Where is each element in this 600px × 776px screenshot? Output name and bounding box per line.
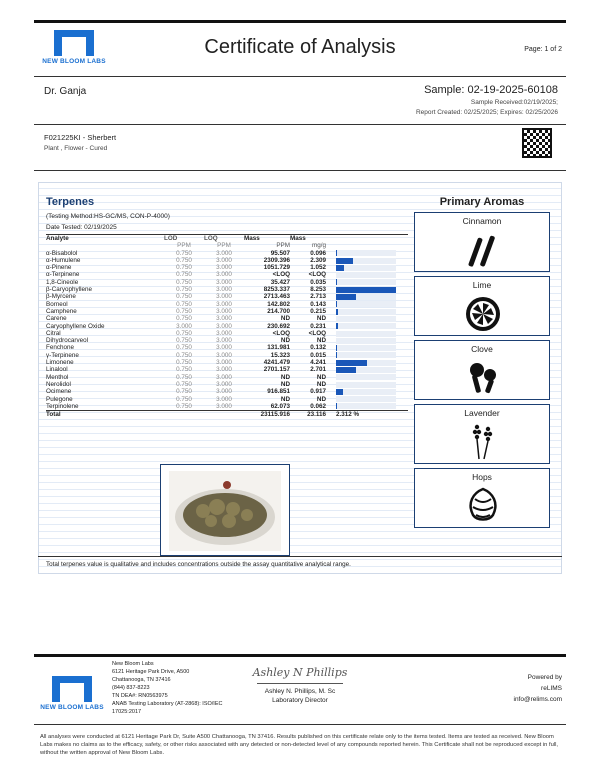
footnote: Total terpenes value is qualitative and includes concentrations outside the assay quantitative analytical range. (46, 561, 351, 568)
level-bar-track (336, 403, 396, 409)
aroma-name: Clove (471, 344, 493, 354)
level-bar-cell (326, 366, 408, 373)
lod-value: 0.750 (176, 249, 192, 257)
report-created: Report Created: 02/25/2025; Expires: 02/25/2026 (415, 109, 558, 116)
lod-value: 0.750 (176, 402, 192, 410)
mass-ppm-value: 230.692 (267, 322, 290, 330)
mass-ppm-value: 214.700 (267, 307, 290, 315)
mass-mg-value: <LOQ (308, 329, 326, 337)
loq-value: 3.000 (216, 264, 232, 272)
level-bar-track (336, 309, 396, 315)
units-blank (46, 242, 164, 249)
level-bar-cell (326, 330, 408, 337)
mass-mg-value: 2.701 (310, 366, 326, 374)
unit-lod: PPM (177, 242, 191, 250)
table-row (46, 403, 408, 411)
level-bar (336, 294, 356, 300)
level-bar-cell (326, 308, 408, 315)
table-row (46, 279, 408, 286)
total-row (46, 411, 408, 419)
terpenes-table-body (46, 242, 408, 410)
analyte-name: Ocimene (46, 388, 72, 396)
level-bar (336, 287, 396, 293)
level-bar (336, 345, 337, 351)
table-row (46, 315, 408, 322)
client-divider (34, 124, 566, 125)
mass-mg-value: 4.241 (310, 359, 326, 367)
mass-mg-value: 0.015 (310, 351, 326, 359)
product-type: Plant , Flower - Cured (44, 145, 108, 152)
mass-mg-value: 0.062 (310, 402, 326, 410)
signer-name: Ashley N. Phillips, M. Sc (264, 688, 336, 695)
level-bar (336, 323, 338, 329)
analyte-name: Linalool (46, 366, 68, 374)
mass-ppm-value: 916.851 (267, 388, 290, 396)
level-bar-cell (326, 374, 408, 381)
lod-value: 0.750 (176, 264, 192, 272)
total-mg: 23.116 (290, 411, 326, 419)
mass-mg-value: 2.713 (310, 293, 326, 301)
level-bar (336, 258, 353, 264)
total-label: Total (46, 411, 164, 419)
level-bar-track (336, 272, 396, 278)
address-line: 17025:2017 (112, 709, 142, 715)
level-bar-track (336, 338, 396, 344)
table-row (46, 257, 408, 264)
mass-ppm-value: 95.507 (270, 249, 290, 257)
mass-mg-value: ND (316, 315, 326, 323)
loq-value: 3.000 (216, 337, 232, 345)
loq-value: 3.000 (216, 373, 232, 381)
table-row (46, 359, 408, 366)
sample-photo (169, 471, 281, 551)
loq-value: 3.000 (216, 249, 232, 257)
logo-mark-icon (54, 30, 94, 56)
level-bar-track (336, 301, 396, 307)
level-bar (336, 279, 337, 285)
mass-ppm-value: ND (280, 373, 290, 381)
lod-value: 0.750 (176, 307, 192, 315)
footnote-divider (38, 556, 562, 557)
level-bar-cell (326, 323, 408, 330)
loq-value: 3.000 (216, 402, 232, 410)
loq-value: 3.000 (216, 329, 232, 337)
clove-icon (463, 357, 503, 397)
table-row (46, 264, 408, 271)
table-row (46, 337, 408, 344)
total-blank-loq (204, 411, 244, 419)
level-bar-cell (326, 257, 408, 264)
hops-icon (463, 485, 503, 525)
mass-mg-value: ND (316, 395, 326, 403)
table-row (46, 293, 408, 300)
mass-mg-value: 0.096 (310, 249, 326, 257)
mass-ppm-value: 4241.479 (263, 359, 290, 367)
aroma-name: Hops (472, 472, 492, 482)
loq-value: 3.000 (216, 388, 232, 396)
mass-mg-value: ND (316, 373, 326, 381)
table-row (46, 344, 408, 351)
analyte-name: Borneol (46, 300, 68, 308)
primary-aromas-title: Primary Aromas (439, 196, 525, 208)
level-bar-track (336, 389, 396, 395)
mass-mg-value: 8.253 (310, 286, 326, 294)
level-bar-cell (326, 293, 408, 300)
footer-logo-text: NEW BLOOM LABS (40, 704, 104, 711)
level-bar-track (336, 294, 396, 300)
level-bar-track (336, 316, 396, 322)
table-row (46, 388, 408, 395)
signature: Ashley N Phillips (252, 666, 348, 679)
logo-mark-icon (52, 676, 92, 702)
level-bar-track (336, 323, 396, 329)
aroma-card-lavender (414, 404, 550, 464)
analyte-name: Fenchone (46, 344, 75, 352)
loq-value: 3.000 (216, 359, 232, 367)
analyte-name: Caryophyllene Oxide (46, 322, 105, 330)
mass-ppm-value: <LOQ (272, 271, 290, 279)
document-title: Certificate of Analysis (204, 36, 396, 58)
header-bar (326, 235, 408, 242)
analyte-name: Pulegone (46, 395, 73, 403)
analyte-name: α-Pinene (46, 264, 72, 272)
level-bar-cell (326, 264, 408, 271)
table-row (46, 374, 408, 381)
powered-by-name: reLIMS (541, 685, 562, 692)
header-loq: LOQ (204, 235, 218, 242)
loq-value: 3.000 (216, 271, 232, 279)
lab-logo (38, 30, 110, 70)
lod-value: 0.750 (176, 337, 192, 345)
lod-value: 0.750 (176, 351, 192, 359)
lod-value: 0.750 (176, 315, 192, 323)
mass-ppm-value: ND (280, 315, 290, 323)
footer-divider (34, 724, 566, 725)
signer-role: Laboratory Director (272, 697, 328, 704)
lod-value: 0.750 (176, 300, 192, 308)
header-analyte: Analyte (46, 235, 69, 242)
analyte-name: β-Myrcene (46, 293, 76, 301)
mass-ppm-value: 2309.396 (263, 256, 290, 264)
terpenes-title: Terpenes (46, 196, 95, 208)
loq-value: 3.000 (216, 322, 232, 330)
aroma-name: Cinnamon (462, 216, 502, 226)
header-mass-ppm: Mass (244, 235, 260, 242)
mass-ppm-value: 1051.729 (263, 264, 290, 272)
loq-value: 3.000 (216, 344, 232, 352)
mass-ppm-value: 2713.463 (263, 293, 290, 301)
level-bar-cell (326, 279, 408, 286)
level-bar-track (336, 396, 396, 402)
analyte-name: Carene (46, 315, 67, 323)
powered-by-email[interactable]: info@relims.com (513, 696, 562, 703)
bottom-rule (34, 654, 566, 657)
analyte-name: β-Caryophyllene (46, 286, 92, 294)
table-row (46, 323, 408, 330)
lod-value: 0.750 (176, 366, 192, 374)
level-bar (336, 352, 337, 358)
total-ppm: 23115.916 (244, 411, 290, 419)
level-bar-track (336, 331, 396, 337)
mass-mg-value: 2.309 (310, 256, 326, 264)
level-bar (336, 367, 356, 373)
lab-address (112, 660, 232, 716)
analyte-name: α-Bisabolol (46, 249, 78, 257)
level-bar-track (336, 352, 396, 358)
level-bar (336, 265, 344, 271)
analyte-name: Citral (46, 329, 61, 337)
total-percent: 2.312 % (326, 411, 408, 419)
level-bar-track (336, 360, 396, 366)
loq-value: 3.000 (216, 366, 232, 374)
lod-value: 0.750 (176, 278, 192, 286)
loq-value: 3.000 (216, 278, 232, 286)
mass-ppm-value: ND (280, 395, 290, 403)
units-bar-blank (326, 242, 408, 249)
top-rule (34, 20, 566, 23)
client-name: Dr. Ganja (44, 86, 87, 97)
table-row (46, 396, 408, 403)
lod-value: 0.750 (176, 286, 192, 294)
address-line: New Bloom Labs (112, 661, 154, 667)
analyte-name: Menthol (46, 373, 69, 381)
table-row (46, 381, 408, 388)
level-bar-cell (326, 344, 408, 351)
level-bar-track (336, 287, 396, 293)
level-bar-track (336, 265, 396, 271)
level-bar-cell (326, 315, 408, 322)
lavender-icon (463, 421, 503, 461)
table-row (46, 301, 408, 308)
powered-by-label: Powered by (527, 674, 562, 681)
mass-mg-value: 0.917 (310, 388, 326, 396)
disclaimer: All analyses were conducted at 6121 Heritage Park Dr, Suite A500 Chattanooga, TN 37416. Results published on this certificate relate only to the items tested. Items are tested as received. New Bloom Labs makes no claims as to the efficacy, safety, or other risks associated with any detected or non-detected level of any compounds reported herein. This Certificate shall not be reproduced except in full, without the written approval of New Bloom Labs. (40, 734, 559, 756)
unit-mass-mg: mg/g (312, 242, 326, 250)
aroma-card-clove (414, 340, 550, 400)
analyte-name: α-Humulene (46, 256, 81, 264)
analyte-name: Camphene (46, 307, 77, 315)
analyte-name: γ-Terpinene (46, 351, 79, 359)
mass-mg-value: 0.231 (310, 322, 326, 330)
loq-value: 3.000 (216, 351, 232, 359)
signature-block (250, 666, 350, 705)
total-blank-lod (164, 411, 204, 419)
level-bar (336, 389, 343, 395)
mass-mg-value: 1.052 (310, 264, 326, 272)
level-bar-cell (326, 359, 408, 366)
level-bar-track (336, 258, 396, 264)
mass-ppm-value: ND (280, 337, 290, 345)
level-bar-cell (326, 271, 408, 278)
units-row (46, 242, 408, 249)
loq-value: 3.000 (216, 380, 232, 388)
analyte-name: Terpinolene (46, 402, 79, 410)
level-bar-cell (326, 388, 408, 395)
analyte-name: Limonene (46, 359, 74, 367)
product-divider (34, 170, 566, 171)
address-line: (844) 837-8223 (112, 685, 150, 691)
analyte-name: Dihydrocarveol (46, 337, 88, 345)
loq-value: 3.000 (216, 293, 232, 301)
cinnamon-icon (463, 229, 503, 269)
mass-ppm-value: <LOQ (272, 329, 290, 337)
lod-value: 0.750 (176, 271, 192, 279)
loq-value: 3.000 (216, 395, 232, 403)
table-header-row (46, 235, 408, 242)
mass-mg-value: 0.143 (310, 300, 326, 308)
table-row (46, 286, 408, 293)
aroma-card-cinnamon (414, 212, 550, 272)
table-row (46, 352, 408, 359)
loq-value: 3.000 (216, 300, 232, 308)
analyte-name: Nerolidol (46, 380, 71, 388)
lime-icon (463, 293, 503, 333)
address-line: ANAB Testing Laboratory (AT-2868): ISO/IEC (112, 701, 223, 707)
unit-loq: PPM (217, 242, 231, 250)
address-line: Chattanooga, TN 37416 (112, 677, 171, 683)
unit-mass-ppm: PPM (276, 242, 290, 250)
level-bar-cell (326, 286, 408, 293)
mass-ppm-value: ND (280, 380, 290, 388)
table-row (46, 330, 408, 337)
mass-ppm-value: 15.323 (270, 351, 290, 359)
lod-value: 0.750 (176, 256, 192, 264)
header-mass-mg: Mass (290, 235, 306, 242)
product-name: F021225KI - Sherbert (44, 133, 117, 142)
level-bar-track (336, 250, 396, 256)
analyte-name: α-Terpinene (46, 271, 80, 279)
level-bar-track (336, 374, 396, 380)
mass-mg-value: 0.035 (310, 278, 326, 286)
testing-method: (Testing Method:HS-GC/MS, CON-P-4000) (46, 213, 170, 220)
lod-value: 0.750 (176, 344, 192, 352)
loq-value: 3.000 (216, 307, 232, 315)
lod-value: 0.750 (176, 388, 192, 396)
header-lod: LOD (164, 235, 178, 242)
level-bar-cell (326, 250, 408, 257)
level-bar (336, 360, 367, 366)
aroma-card-hops (414, 468, 550, 528)
qr-code-icon[interactable] (522, 128, 552, 158)
mass-ppm-value: 131.981 (267, 344, 290, 352)
lod-value: 0.750 (176, 395, 192, 403)
lod-value: 0.750 (176, 380, 192, 388)
analyte-name: 1,8-Cineole (46, 278, 79, 286)
sample-photo-frame (160, 464, 290, 556)
lod-value: 3.000 (176, 322, 192, 330)
mass-ppm-value: 142.802 (267, 300, 290, 308)
page-number: Page: 1 of 2 (524, 46, 562, 53)
aroma-name: Lime (472, 280, 492, 290)
mass-mg-value: 0.132 (310, 344, 326, 352)
aroma-name: Lavender (464, 408, 500, 418)
table-row (46, 250, 408, 257)
lod-value: 0.750 (176, 293, 192, 301)
loq-value: 3.000 (216, 286, 232, 294)
level-bar-cell (326, 301, 408, 308)
date-tested: Date Tested: 02/19/2025 (46, 224, 117, 231)
mass-ppm-value: 62.073 (270, 402, 290, 410)
lod-value: 0.750 (176, 359, 192, 367)
loq-value: 3.000 (216, 315, 232, 323)
level-bar-cell (326, 381, 408, 388)
mass-mg-value: <LOQ (308, 271, 326, 279)
mass-ppm-value: 8253.337 (263, 286, 290, 294)
lod-value: 0.750 (176, 329, 192, 337)
table-row (46, 308, 408, 315)
mass-ppm-value: 2701.157 (263, 366, 290, 374)
table-row (46, 271, 408, 278)
mass-ppm-value: 35.427 (270, 278, 290, 286)
level-bar (336, 403, 337, 409)
footer-logo (38, 676, 106, 711)
lod-value: 0.750 (176, 373, 192, 381)
mass-mg-value: ND (316, 380, 326, 388)
logo-text: NEW BLOOM LABS (42, 58, 106, 65)
level-bar-cell (326, 403, 408, 411)
level-bar (336, 301, 337, 307)
aroma-card-lime (414, 276, 550, 336)
level-bar (336, 250, 337, 256)
table-row (46, 366, 408, 373)
header-divider (34, 76, 566, 77)
level-bar-track (336, 279, 396, 285)
level-bar-track (336, 382, 396, 388)
address-line: TN DEA#: RN0563975 (112, 693, 168, 699)
powered-by-block (462, 672, 562, 705)
terpenes-table (46, 235, 408, 418)
address-line: 6121 Heritage Park Drive, A500 (112, 669, 190, 675)
level-bar-cell (326, 352, 408, 359)
sample-id: Sample: 02-19-2025-60108 (424, 84, 558, 96)
sample-received: Sample Received:02/19/2025; (470, 99, 558, 106)
signature-line (257, 683, 343, 684)
level-bar (336, 309, 338, 315)
loq-value: 3.000 (216, 256, 232, 264)
mass-mg-value: 0.215 (310, 307, 326, 315)
level-bar-track (336, 367, 396, 373)
level-bar-cell (326, 337, 408, 344)
level-bar-track (336, 345, 396, 351)
level-bar-cell (326, 396, 408, 403)
mass-mg-value: ND (316, 337, 326, 345)
